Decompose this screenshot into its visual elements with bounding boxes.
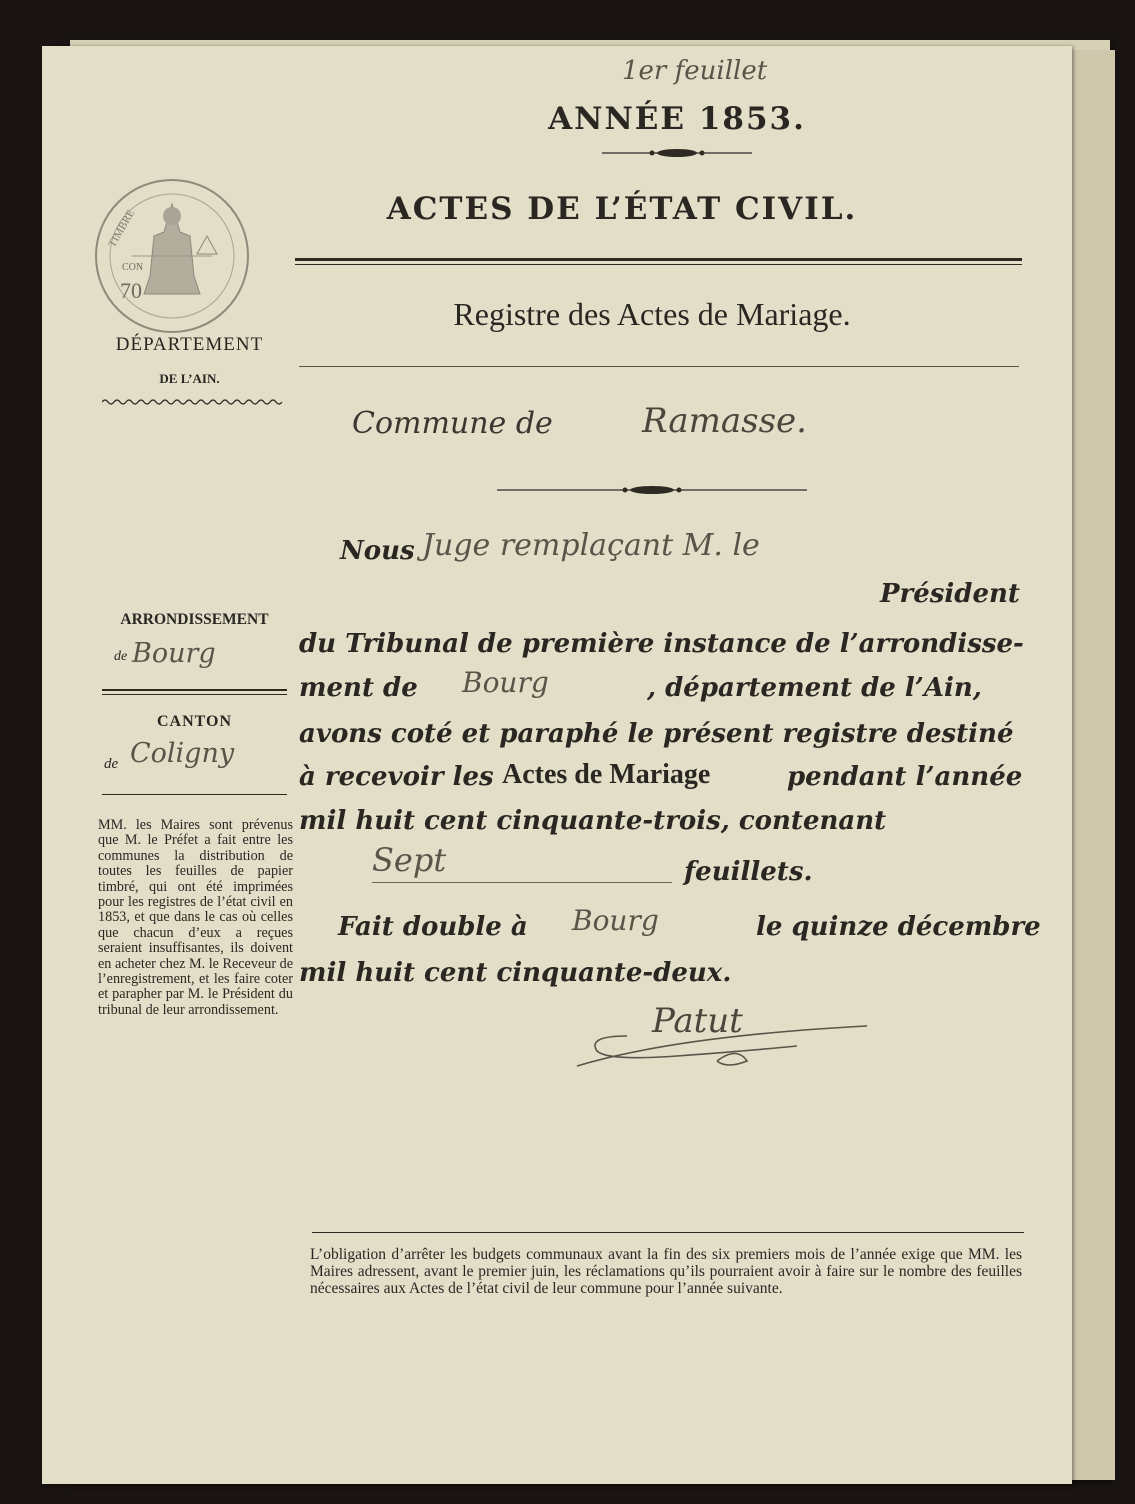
department-label: DÉPARTEMENT: [115, 334, 264, 355]
arrondissement-rule-thin: [102, 694, 287, 695]
president-label: Président: [880, 579, 1020, 609]
department-ornament: [102, 398, 287, 406]
title-rule-thin: [295, 264, 1022, 265]
notice-text: MM. les Maires sont prévenus que M. le Préfet a fait entre les communes la distribution de toutes les feuilles de papier timbré, qui ont été imprimées pour les registres de l’état civil en 1853, et que dans le cas où celles que chacun d’eux a reçues seraient insuffisantes, ils doivent en acheter chez M. le Receveur de l’enregistrement, et les faire coter et parapher par M. le Président du tribunal de leur arrondissement.: [98, 817, 293, 1018]
nous-handwritten: Juge remplaçant M. le: [422, 528, 760, 563]
body-line-7-handwritten: Bourg: [572, 904, 659, 937]
body-line-3: avons coté et paraphé le présent registre destiné: [299, 719, 1014, 749]
register-title: Registre des Actes de Mariage.: [453, 296, 851, 332]
canton-label: CANTON: [156, 713, 233, 730]
nous-label: Nous: [340, 536, 415, 566]
canton-prefix: de: [104, 756, 119, 772]
ornament-commune: [497, 483, 807, 497]
arrondissement-value: Bourg: [132, 638, 216, 669]
stamp-value: 70: [120, 278, 142, 303]
count-rule: [372, 882, 672, 883]
department-name: DE L’AIN.: [159, 371, 220, 386]
body-line-4b: Actes de Mariage: [502, 759, 711, 790]
canton-value: Coligny: [130, 738, 235, 769]
body-line-4c: pendant l’année: [787, 762, 1023, 792]
count-handwritten: Sept: [372, 841, 447, 879]
ornament-top: [602, 146, 752, 160]
stamp-value-label: CON: [122, 262, 144, 273]
body-line-2-handwritten: Bourg: [462, 666, 549, 699]
feuillets-label: feuillets.: [684, 857, 813, 887]
arrondissement-label: ARRONDISSEMENT: [120, 611, 269, 628]
folio-note: 1er feuillet: [622, 56, 768, 86]
stamp-word: TIMBRE: [106, 207, 138, 250]
body-line-2a: ment de: [299, 673, 418, 703]
title-rule: [295, 258, 1022, 261]
body-line-4a: à recevoir les: [299, 762, 494, 792]
footer-text: L’obligation d’arrêter les budgets communaux avant la fin des six premiers mois de l’année exige que MM. les Maires adressent, avant le premier juin, les réclamations qu’ils pourraient avoir à faire sur le nombre des feuilles nécessaires aux Actes de l’état civil de leur commune pour l’année suivante.: [310, 1246, 1022, 1298]
signature-flourish: [567, 1006, 887, 1076]
main-title: ACTES DE L’ÉTAT CIVIL.: [386, 191, 858, 227]
body-line-7a: Fait double à: [338, 912, 528, 942]
year-title: ANNÉE 1853.: [548, 101, 806, 137]
body-line-5: mil huit cent cinquante-trois, contenant: [299, 806, 887, 836]
body-line-8: mil huit cent cinquante-deux.: [299, 958, 732, 988]
body-line-1: du Tribunal de première instance de l’arrondisse-: [299, 629, 1024, 659]
arrondissement-prefix: de: [114, 649, 128, 664]
register-rule: [299, 366, 1019, 367]
body-line-2b: , département de l’Ain,: [647, 673, 982, 703]
tax-stamp: [92, 176, 252, 336]
commune-value: Ramasse.: [642, 401, 807, 441]
arrondissement-rule: [102, 689, 287, 691]
footer-rule: [312, 1232, 1024, 1233]
canton-rule: [102, 794, 287, 795]
document-page: [42, 46, 1072, 1484]
signature: Patut: [652, 1001, 743, 1041]
commune-label: Commune de: [352, 406, 553, 441]
body-line-7b: le quinze décembre: [756, 912, 1041, 942]
